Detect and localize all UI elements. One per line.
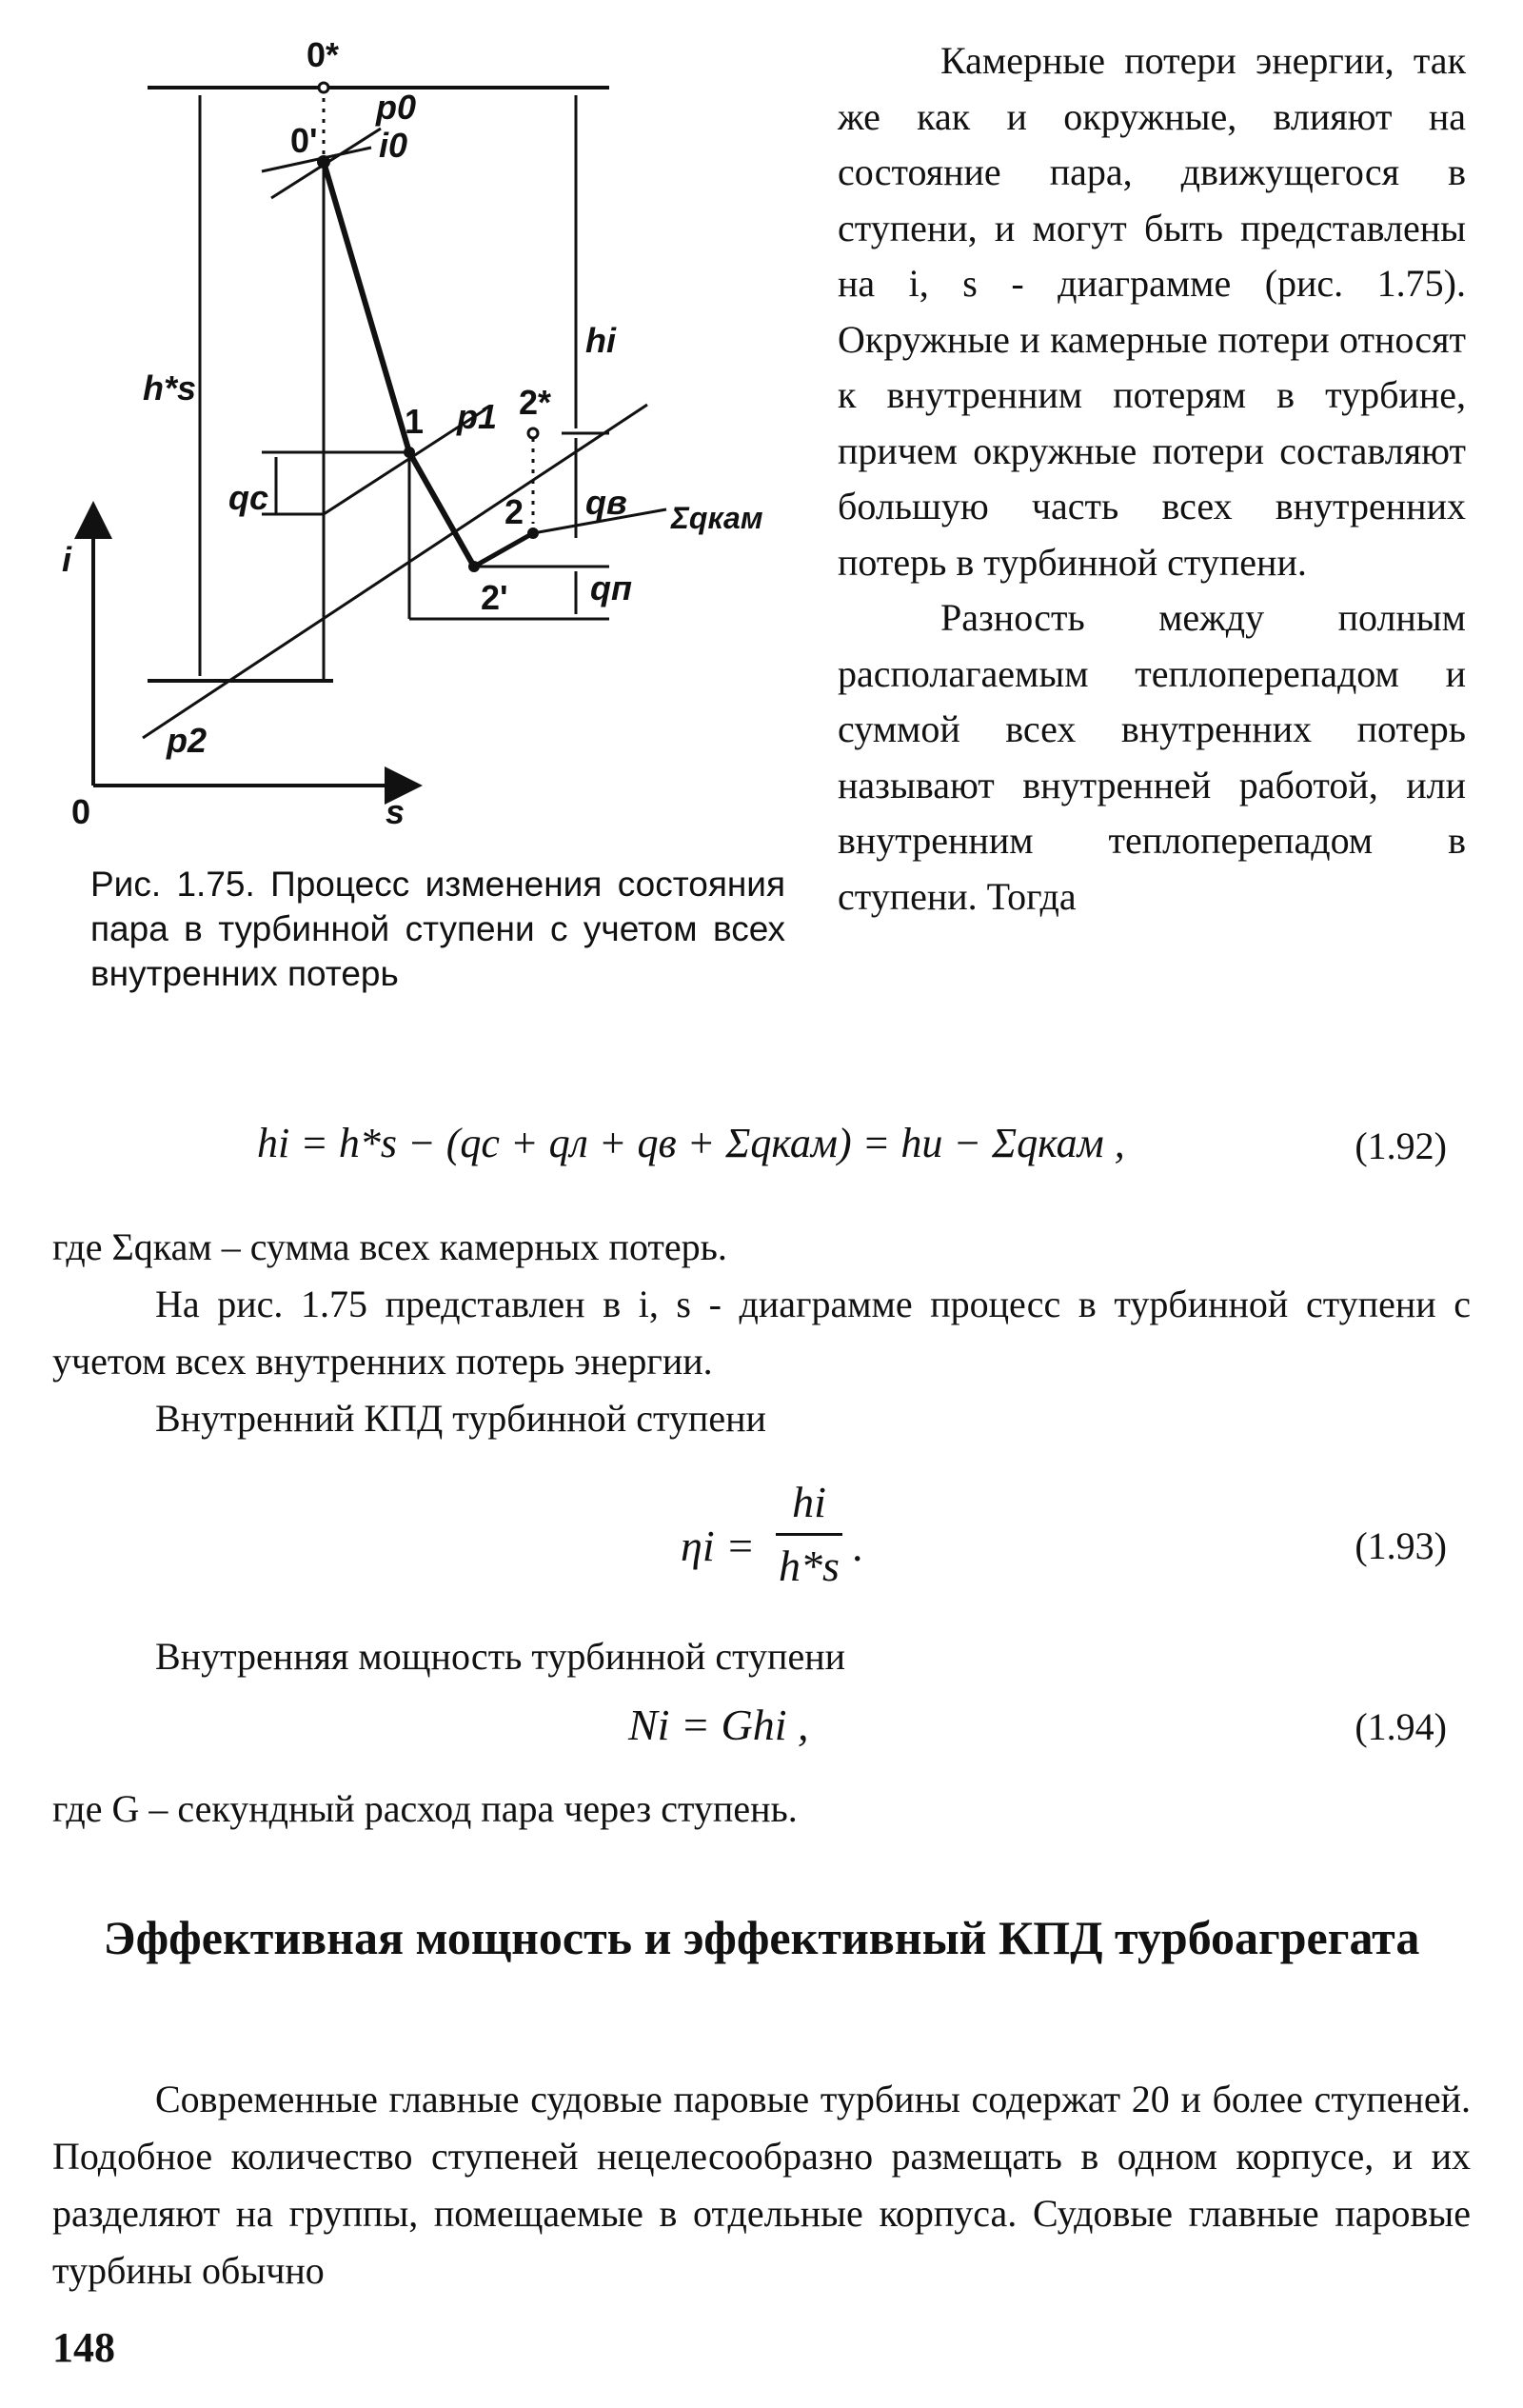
label-p0: p0 <box>376 88 417 127</box>
body-text-2 <box>52 1628 1471 1685</box>
figure-is-diagram <box>57 29 800 828</box>
paragraph-internal-efficiency: Внутренний КПД турбинной ступени <box>155 1397 766 1440</box>
label-two-star: 2* <box>519 383 552 422</box>
figure-caption: Рис. 1.75. Процесс изменения состояния пара в турбинной ступени с учетом всех внутренних потерь <box>90 865 785 993</box>
equation-1-94-formula: Ni = Ghi , <box>628 1701 809 1749</box>
equation-1-92-formula: hi = h*s − (qc + qл + qв + Σqкам) = hu − Σqкам , <box>257 1120 1125 1166</box>
right-column <box>838 33 1466 925</box>
body-text-4 <box>52 2071 1471 2299</box>
equation-1-93 <box>52 1471 1471 1614</box>
isobar-p2 <box>143 405 647 738</box>
label-o-star: 0* <box>307 35 340 74</box>
label-p2: p2 <box>167 721 208 760</box>
equation-1-93-numerator: hi <box>792 1478 826 1526</box>
is-diagram-svg <box>57 29 800 828</box>
right-paragraph-2: Разность между полным располагаемым теплоперепадом и суммой всех внутренних потерь называют внутренней работой, или внутренним теплоперепадом в ступени. Тогда <box>838 596 1466 918</box>
fraction-bar <box>776 1533 842 1536</box>
paragraph-figure-ref: На рис. 1.75 представлен в i, s - диаграмме процесс в турбинной ступени с учетом всех внутренних потерь энергии. <box>52 1283 1471 1383</box>
label-i-axis: i <box>62 540 72 579</box>
process-0-1 <box>324 162 409 452</box>
label-point-2prime: 2' <box>481 578 508 617</box>
label-sum-q: Σqкам <box>671 501 763 535</box>
equation-1-93-tail: . <box>852 1522 863 1570</box>
equation-1-92 <box>52 1095 1471 1200</box>
equation-1-93-number: (1.93) <box>1355 1524 1447 1567</box>
body-text-3 <box>52 1781 1471 1838</box>
label-qv: qв <box>585 483 627 522</box>
equation-1-92-number: (1.92) <box>1355 1124 1447 1167</box>
body-text-1 <box>52 1219 1471 1447</box>
page-number: 148 <box>52 2324 115 2371</box>
label-s-axis: s <box>386 792 405 828</box>
section-heading: Эффективная мощность и эффективный КПД турбоагрегата <box>103 1911 1420 1964</box>
paragraph-mass-flow: где G – секундный расход пара через ступень. <box>52 1787 798 1830</box>
equation-1-94 <box>52 1690 1471 1757</box>
label-o-prime: 0' <box>290 121 318 160</box>
label-i0: i0 <box>379 126 408 165</box>
label-qc: qc <box>228 478 269 517</box>
equation-1-93-denominator: h*s <box>779 1542 840 1590</box>
equation-1-94-number: (1.94) <box>1355 1705 1447 1748</box>
label-hi: hi <box>585 321 616 360</box>
paragraph-marine-turbines: Современные главные судовые паровые турбины содержат 20 и более ступеней. Подобное количество ступеней нецелесообразно размещать в одном корпусе, и их разделяют на группы, помещаемые в отдельные корпуса. Судовые главные паровые турбины обычно <box>52 2078 1471 2292</box>
paragraph-internal-power: Внутренняя мощность турбинной ступени <box>155 1635 846 1678</box>
label-p1: p1 <box>457 397 498 436</box>
right-paragraph-1: Камерные потери энергии, так же как и окружные, влияют на состояние пара, движущегося в ступени, и могут быть представлены на i, s - диаграмме (рис. 1.75). Окружные и камерные потери относят к внутренним потерям в турбине, причем окружные потери составляют большую часть всех внутренних потерь в турбинной ступени. <box>838 39 1466 584</box>
label-qn: qп <box>590 568 632 607</box>
label-point-2: 2 <box>504 492 524 531</box>
paragraph-sum-losses: где Σqкам – сумма всех камерных потерь. <box>52 1225 727 1268</box>
label-point-1: 1 <box>405 402 425 441</box>
process-1-2prime <box>409 452 474 567</box>
process-2prime-2 <box>474 533 533 567</box>
label-origin: 0 <box>71 792 91 828</box>
label-hs-star: h*s <box>143 368 197 408</box>
equation-1-93-lhs: ηi = <box>681 1522 756 1570</box>
